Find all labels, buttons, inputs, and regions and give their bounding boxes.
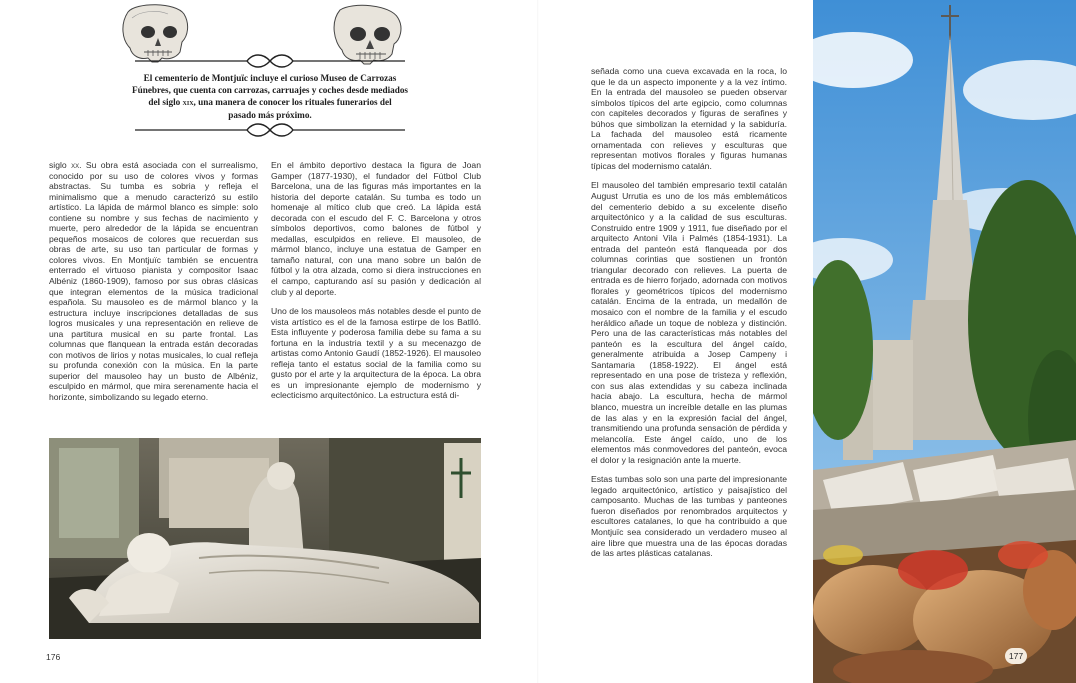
text-column-2 — [271, 160, 481, 432]
sculpture-photo — [49, 438, 481, 639]
paragraph: El mausoleo del también empresario textil catalán August Urrutia es uno de los más emblemáticos del cementerio debido a su excelente diseño arquitectónico y a la calidad de sus esculturas. Construido entre 1909 y 1911, fue diseñado por el arquitecto Antoni Vila i Palmés (1854-1931). La entrada del panteón está flanqueada por dos columnas corintias que sostienen un frontón triangular decorado con relieves. La puerta de entrada es de hierro forjado, adornada con motivos florales y geométricos típicos del modernismo catalán. Encima de la entrada, un medallón de mosaico con el nombre de la familia y el escudo heráldico añade un toque de nobleza y distinción. Pero una de las características más notables del panteón es la escultura del ángel caído, generalmente atribuida a Josep Campeny i Santamaria (1858-1922). El ángel está representado en una pose de tristeza y reflexión, con sus alas extendidas y su cabeza inclinada hacia abajo. La escultura, hecha de mármol blanco, muestra un increíble detalle en las plumas de las alas y en la expresión facial del ángel, transmitiendo una profunda sensación de pérdida y melancolía. Este ángel caído, uno de los elementos más conmovedores del panteón, evoca el dolor y la resignación ante la muerte. — [591, 180, 787, 465]
cemetery-photo — [813, 0, 1076, 683]
page-gutter — [537, 0, 539, 683]
pull-quote-text: El cementerio de Montjuïc incluye el curioso Museo de Carrozas Fúnebres, que cuenta con carrozas, carruajes y coches desde mediados del siglo xix, una manera de conocer los rituales funerarios del pasado más próximo. — [131, 73, 409, 120]
text-column-1 — [49, 160, 258, 432]
page-number-right: 177 — [1005, 648, 1027, 664]
pull-quote — [110, 4, 430, 154]
flourish-icon — [135, 52, 405, 70]
page-number-left: 176 — [46, 652, 61, 662]
paragraph: siglo xx. Su obra está asociada con el surrealismo, conocido por su uso de colores vivos y formas abstractas. Su tumba es sobria y refleja el minimalismo que a menudo caracterizó su estilo artístico. La lápida de mármol blanco es simple: solo contiene su nombre y sus fechas de nacimiento y muerte, pero alrededor de la lápida se encuentran pequeños mosaicos de colores que recuerdan sus obras de arte, su uso tan particular de formas y colores vivos. En Montjuïc también se encuentra enterrado el virtuoso pianista y compositor Isaac Albéniz (1860-1909), famoso por sus obras clásicas que integran elementos de la música tradicional española. Su mausoleo es de mármol blanco y la estructura incluye inscripciones detalladas de sus logros musicales y una representación en relieve de una partitura musical en su parte frontal. Las columnas que flanquean la entrada están decoradas con motivos de lirios y notas musicales, lo cual refleja su profunda conexión con la música. En la parte superior del mausoleo hay un busto de Albéniz, esculpido en mármol, que mira serenamente hacia el horizonte, simbolizando su legado eterno. — [49, 160, 258, 403]
paragraph: Uno de los mausoleos más notables desde el punto de vista artístico es el de la famosa estirpe de los Batlló. Esta influyente y poderosa familia debe su fama a su fortuna en la industria textil y a su mecenazgo de artistas como Antonio Gaudí (1852-1926). El mausoleo refleja tanto el estatus social de la familia como su gusto por el arte y la arquitectura de la época. La obra es un impresionante ejemplo de modernismo y eclecticismo arquitectónico. La estructura está di- — [271, 306, 481, 401]
paragraph: Estas tumbas solo son una parte del impresionante legado arquitectónico, artístico y paisajístico del camposanto. Muchas de las tumbas y panteones fueron diseñados por renombrados arquitectos y escultores catalanes, lo que ha contribuido a que Montjuïc sea considerado un verdadero museo al aire libre que muestra una de las épocas doradas de las artes plásticas catalanas. — [591, 474, 787, 559]
paragraph: En el ámbito deportivo destaca la figura de Joan Gamper (1877-1930), el fundador del Fútbol Club Barcelona, una de las figuras más importantes en la historia del deporte catalán. Su tumba es todo un homenaje al mítico club que creó. La lápida está decorada con el escudo del F. C. Barcelona y otros símbolos deportivos, como balones de fútbol y medallas, esculpidos en relieve. El mausoleo, de mármol blanco, incluye una estatua de Gamper en tamaño natural, con una mano sobre un balón de fútbol y la otra alzada, como si diera instrucciones en el campo, capturando así su pasión y dedicación al club y al deporte. — [271, 160, 481, 297]
paragraph: señada como una cueva excavada en la roca, lo que le da un aspecto imponente y a la vez íntimo. En la entrada del mausoleo se pueden observar símbolos típicos del arte egipcio, como columnas con capiteles decorados y figuras de serafines y búhos que simbolizan la eternidad y la sabiduría. La fachada del mausoleo está ricamente ornamentada con relieves y esculturas que representan motivos florales y figuras humanas típicas del modernismo catalán. — [591, 66, 787, 171]
text-column-3 — [591, 66, 787, 646]
flourish-icon — [135, 121, 405, 139]
